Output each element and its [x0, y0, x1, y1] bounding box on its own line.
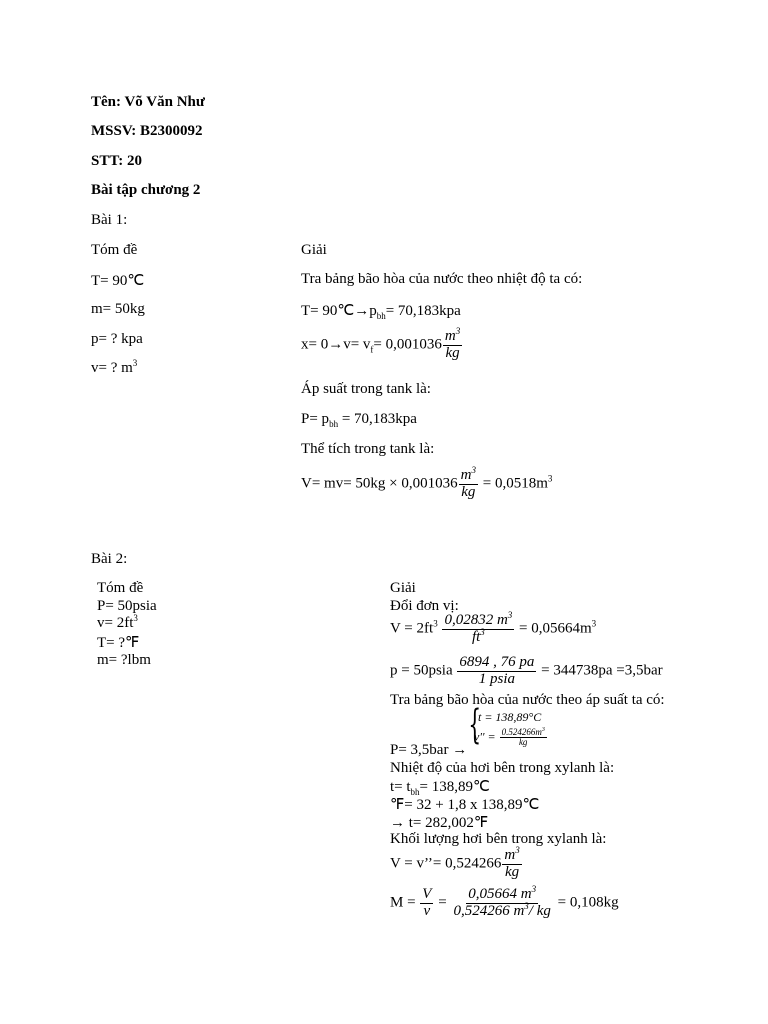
bai1-given-p: p= ? kpa: [91, 331, 143, 347]
bai2-step-fahrenheit: ℉= 32 + 1,8 x 138,89℃: [390, 797, 540, 813]
bai2-brace: {: [468, 702, 482, 748]
bai1-given-v: v= ? $m^3$: [91, 358, 138, 376]
bai2-given-p: P= 50psia: [97, 598, 157, 614]
bai2-brace-t: t = 138,89°C: [478, 710, 542, 724]
chapter-title: Bài tập chương 2: [91, 182, 201, 198]
bai2-given-v: $v= 2ft^3$: [97, 613, 138, 631]
bai1-solution-heading: Giải: [301, 242, 327, 258]
bai2-given-heading: Tóm đề: [97, 580, 144, 596]
bai1-step-volume-result: V= mv= 50kg × 0,001036 $\frac{m^3}{kg}$ = $0,0518m^3$: [301, 465, 553, 500]
student-id: MSSV: B2300092: [91, 123, 203, 139]
bai2-step-temp: $t= t_{bh}=$ 138,89℃: [390, 779, 490, 797]
bai2-given-t: T= ?℉: [97, 635, 140, 651]
bai1-step-volume: $x= 0\to v= v_f= 0,001036$ $\frac{m^3}{kg}$: [301, 326, 461, 361]
student-name: Tên: Võ Văn Như: [91, 94, 205, 110]
bai2-step-mass-heading: Khối lượng hơi bên trong xylanh là:: [390, 831, 607, 847]
bai2-given-m: m= ?lbm: [97, 652, 151, 668]
bai1-given-t: T= 90℃: [91, 273, 145, 289]
bai2-step-pressure: P= 3,5bar →: [390, 742, 468, 758]
bai2-brace-v: v'' = $\frac{0.524266m^3}{kg}$: [474, 727, 545, 748]
student-number: STT: 20: [91, 153, 142, 169]
bai2-solution-heading: Giải: [390, 580, 416, 596]
bai2-step-pressure-convert: p = 50psia $\frac{6894 , 76 pa}{\text{1 psia}}$ = 344738pa =3,5bar: [390, 654, 663, 687]
bai2-step-fahrenheit-result: → t= 282,002℉: [390, 815, 489, 831]
bai1-given-heading: Tóm đề: [91, 242, 138, 258]
bai1-given-m: m= 50kg: [91, 301, 145, 317]
bai2-step-temp-heading: Nhiệt độ của hơi bên trong xylanh là:: [390, 760, 615, 776]
bai1-step-pressure: $T= 90℃\to p_{bh}= 70,183kpa$: [301, 303, 461, 321]
bai2-step-lookup: Tra bảng bão hòa của nước theo áp suất ta có:: [390, 692, 665, 708]
bai1-step-pressure-heading: Áp suất trong tank là:: [301, 381, 431, 397]
bai2-step-specific-volume: V = v’’= 0,524266 $\frac{m^3}{kg}$: [390, 845, 520, 880]
bai2-step-units: Đổi đơn vị:: [390, 598, 459, 614]
bai1-step-lookup: Tra bảng bão hòa của nước theo nhiệt độ ta có:: [301, 271, 583, 287]
bai1-step-pressure-result: $P= p_{bh} = 70,183kpa$: [301, 411, 417, 429]
bai1-step-volume-heading: Thể tích trong tank là:: [301, 441, 435, 457]
bai2-title: Bài 2:: [91, 551, 128, 567]
bai2-step-mass-result: M = $\frac{V}{v}$ = $\frac{0,05664 m^3}{0,524266 m^3/ kg}$ = 0,108kg: [390, 884, 619, 919]
bai2-step-volume-convert: $V = 2ft^3$ $\frac{0,02832 m^3}{ft^3}$ = $0,05664m^3$: [390, 610, 597, 645]
bai1-title: Bài 1:: [91, 212, 128, 228]
